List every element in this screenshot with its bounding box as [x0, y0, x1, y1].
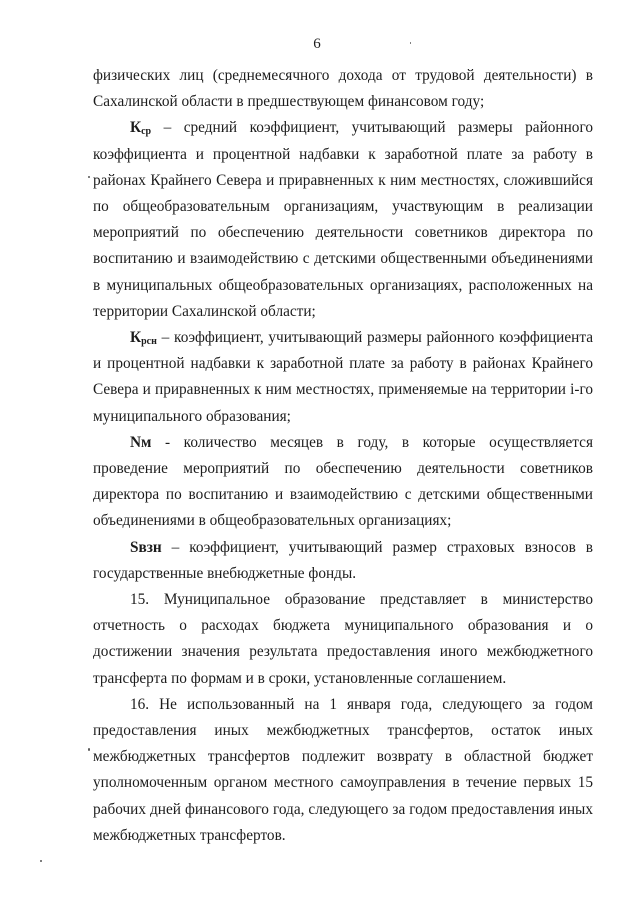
document-body: [93, 63, 593, 849]
definition-kср: [93, 115, 593, 325]
clause-text: 15. Муниципальное образование представляет в министерство отчетность о расходах бюджета муниципального образования и о достижении значения результата предоставления иного межбюджетного трансферта по формам и в сроки, установленные соглашением.: [93, 591, 593, 687]
scan-speck: [410, 42, 411, 44]
paragraph-text: физических лиц (среднемесячного дохода от трудовой деятельности) в Сахалинской области в предшествующем финансовом году;: [93, 67, 593, 111]
term-symbol: $К_{ср}$: [130, 119, 152, 138]
definition-text: – коэффициент, учитывающий размеры районного коэффициента и процентной надбавки к заработной плате за работу в районах Крайнего Севера и приравненных к ним местностях, применяемые на территории i-го муниципального образования;: [93, 329, 593, 425]
clause-text: 16. Не использованный на 1 января года, следующего за годом предоставления иных межбюджетных трансфертов, остаток иных межбюджетных трансфертов подлежит возврату в областной бюджет уполномоченным органом местного самоуправления в течение первых 15 рабочих дней финансового года, следующего за годом предоставления иных межбюджетных трансфертов.: [93, 695, 593, 844]
definition-text: – средний коэффициент, учитывающий размеры районного коэффициента и процентной надбавки к заработной плате за работу в районах Крайнего Севера и приравненных к ним местностях, сложившийся по общеобразовательным организациям, участвующим в реализации мероприятий по обеспечению деятельности советников директора по воспитанию и взаимодействию с детскими общественными объединениями в муниципальных общеобразовательных организациях, расположенных на территории Сахалинской области;: [93, 119, 593, 320]
page-number: 6: [313, 36, 321, 52]
scan-speck: [88, 748, 90, 751]
definition-svzn: [93, 535, 593, 587]
definition-text: - количество месяцев в году, в которые осуществляется проведение мероприятий по обеспечению деятельности советников директора по воспитанию и взаимодействию с детскими общественными объединениями в общеобразовательных организациях;: [93, 433, 593, 530]
term-symbol: Sвзн: [130, 538, 162, 556]
definition-krsn: [93, 325, 593, 430]
scan-speck: [88, 176, 90, 178]
scan-speck: [40, 860, 42, 862]
definition-nm: [93, 430, 593, 535]
definition-text: – коэффициент, учитывающий размер страховых взносов в государственные внебюджетные фонды.: [93, 538, 593, 582]
paragraph-continuation: [93, 63, 593, 115]
term-symbol: $К_{рсн}$: [130, 329, 157, 348]
term-symbol: Nм: [130, 433, 152, 451]
clause-15: [93, 587, 593, 692]
clause-16: [93, 692, 593, 849]
